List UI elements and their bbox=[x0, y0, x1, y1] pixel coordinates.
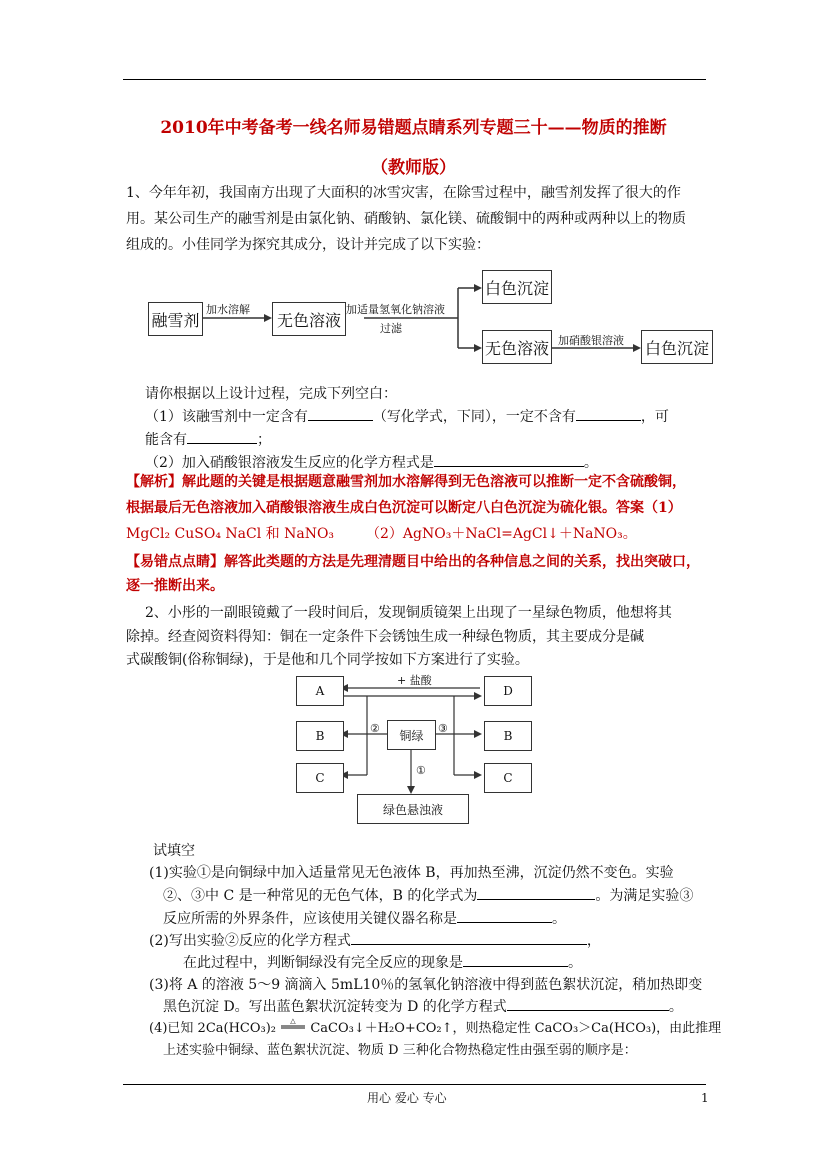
q2-s4-line1 bbox=[149, 1017, 721, 1041]
q2-s1-line1: (1)实验①是向铜绿中加入适量常见无色液体 B，再加热至沸，沉淀仍然不变色。实验 bbox=[149, 865, 674, 881]
q2-s1-text-a: ②、③中 C 是一种常见的无色气体，B 的化学式为 bbox=[163, 888, 478, 904]
answer-blank-1[interactable] bbox=[308, 406, 373, 421]
q2-s2-text-a: (2)写出实验②反应的化学方程式 bbox=[149, 933, 351, 949]
q1-sub1-line2 bbox=[145, 428, 271, 452]
box-b-right: B bbox=[484, 721, 532, 751]
q1-sub1-text-a: （1）该融雪剂中一定含有 bbox=[145, 409, 308, 425]
q1-tip-line1 bbox=[126, 550, 700, 574]
step1-label: 加水溶解 bbox=[206, 303, 250, 316]
box-c-right: C bbox=[484, 763, 532, 793]
q2-s3-text-a: 黑色沉淀 D。写出蓝色絮状沉淀转变为 D 的化学方程式 bbox=[163, 999, 507, 1015]
svg-text:△: △ bbox=[290, 1018, 296, 1025]
q1-line1: 1、今年年初，我国南方出现了大面积的冰雪灾害，在除雪过程中，融雪剂发挥了很大的作 bbox=[126, 185, 681, 201]
acid-label: + 盐酸 bbox=[397, 674, 432, 687]
q1-sub1-line1 bbox=[145, 405, 669, 429]
q1-tip-text: 解答此类题的方法是先理清题目中给出的各种信息之间的关系，找出突破口， bbox=[224, 554, 700, 570]
step-2-marker: ② bbox=[370, 722, 380, 735]
q1-sub1-text-c: ，可 bbox=[640, 409, 669, 425]
white-precipitate-box-1: 白色沉淀 bbox=[482, 270, 552, 304]
colorless-filtrate-box: 无色溶液 bbox=[482, 330, 552, 364]
q2-line3: 式碳酸铜(俗称铜绿)，于是他和几个同学按如下方案进行了实验。 bbox=[126, 652, 529, 668]
footer-motto: 用心 爱心 专心 bbox=[367, 1091, 447, 1105]
q2-s4-line2: 上述实验中铜绿、蓝色絮状沉淀、物质 D 三种化合物热稳定性由强至弱的顺序是： bbox=[163, 1043, 637, 1058]
q2-s1-line2 bbox=[163, 884, 693, 908]
q1-flow-diagram bbox=[140, 262, 730, 374]
q2-s1-line3 bbox=[163, 907, 566, 931]
q2-s2-line1 bbox=[149, 929, 601, 953]
q1-line2: 用。某公司生产的融雪剂是由氯化钠、硝酸钠、氯化镁、硫酸铜中的两种或两种以上的物质 bbox=[126, 211, 686, 227]
step2-sublabel: 过滤 bbox=[380, 322, 402, 335]
q2-s3-line2 bbox=[163, 995, 683, 1019]
q2-s4-text-a: (4)已知 2Ca(HCO₃)₂ bbox=[149, 1021, 277, 1036]
q2-s3-text-b: 。 bbox=[668, 999, 683, 1015]
q1-sub2-text-b: 。 bbox=[583, 455, 598, 471]
answer-blank-6[interactable] bbox=[457, 908, 552, 923]
answer-blank-5[interactable] bbox=[477, 885, 595, 900]
box-d: D bbox=[484, 676, 532, 706]
step2-label: 加适量氢氧化钠溶液 bbox=[346, 303, 445, 316]
step3-label: 加硝酸银溶液 bbox=[558, 334, 624, 347]
q1-answer1: MgCl₂ CuSO₄ NaCl 和 NaNO₃ bbox=[126, 526, 335, 542]
q1-analysis-line1: 【解析】解此题的关键是根据题意融雪剂加水溶解得到无色溶液可以推断一定不含硫酸铜， bbox=[126, 474, 686, 490]
q1-line3: 组成的。小佳同学为探究其成分，设计并完成了以下实验： bbox=[126, 237, 490, 253]
q2-s4-text-b: CaCO₃↓＋H₂O+CO₂↑，则热稳定性 CaCO₃＞Ca(HCO₃)，由此推理 bbox=[310, 1021, 722, 1036]
q1-tip-line2: 逐一推断出来。 bbox=[126, 578, 224, 594]
answer-blank-4[interactable] bbox=[434, 452, 584, 467]
page-subtitle: （教师版） bbox=[371, 158, 456, 178]
q1-prompt: 请你根据以上设计过程，完成下列空白： bbox=[145, 386, 397, 402]
box-c-left: C bbox=[296, 763, 344, 793]
colorless-solution-box: 无色溶液 bbox=[272, 302, 346, 336]
footer-rule bbox=[123, 1084, 706, 1085]
page-number: 1 bbox=[701, 1091, 709, 1105]
q1-sub1-text-d: 能含有 bbox=[145, 432, 187, 448]
answer-blank-7[interactable] bbox=[351, 930, 587, 945]
q2-line1: 2、小彤的一副眼镜戴了一段时间后，发现铜质镜架上出现了一星绿色物质，他想将其 bbox=[145, 605, 672, 621]
q1-tip-label: 【易错点点睛】 bbox=[126, 554, 224, 570]
q2-flow-diagram bbox=[290, 668, 550, 828]
q2-s2-text-c: 在此过程中，判断铜绿没有完全反应的现象是 bbox=[183, 955, 463, 971]
q2-try: 试填空 bbox=[153, 843, 195, 859]
q2-line2: 除掉。经查阅资料得知：铜在一定条件下会锈蚀生成一种绿色物质，其主要成分是碱 bbox=[126, 629, 644, 645]
q1-sub1-text-b: （写化学式，下同），一定不含有 bbox=[372, 409, 576, 425]
white-precipitate-box-2: 白色沉淀 bbox=[641, 330, 713, 364]
verdigris-box: 铜绿 bbox=[387, 720, 436, 750]
answer-blank-2[interactable] bbox=[576, 406, 641, 421]
q2-s2-line2 bbox=[183, 951, 582, 975]
q1-sub2-text-a: （2）加入硝酸银溶液发生反应的化学方程式是 bbox=[145, 455, 434, 471]
header-rule bbox=[123, 79, 706, 80]
answer-blank-3[interactable] bbox=[187, 429, 257, 444]
q2-s1-text-b: 。为满足实验③ bbox=[595, 888, 694, 904]
step-1-marker: ① bbox=[416, 764, 426, 777]
heat-arrow-icon bbox=[280, 1015, 306, 1039]
q2-s2-text-d: 。 bbox=[568, 955, 582, 971]
q1-answer2: （2）AgNO₃＋NaCl=AgCl↓＋NaNO₃。 bbox=[366, 526, 637, 542]
snow-melt-agent-box: 融雪剂 bbox=[148, 302, 203, 336]
answer-blank-8[interactable] bbox=[463, 952, 568, 967]
answer-blank-9[interactable] bbox=[507, 996, 669, 1011]
q2-s1-text-c: 反应所需的外界条件，应该使用关键仪器名称是 bbox=[163, 911, 457, 927]
box-b-left: B bbox=[296, 721, 344, 751]
q2-s1-text-d: 。 bbox=[552, 911, 566, 927]
green-suspension-box: 绿色悬浊液 bbox=[357, 794, 469, 824]
q2-s2-text-b: ， bbox=[586, 933, 601, 949]
step-3-marker: ③ bbox=[438, 722, 448, 735]
box-a: A bbox=[296, 676, 344, 706]
q1-analysis-line2: 根据最后无色溶液加入硝酸银溶液生成白色沉淀可以断定八白色沉淀为硫化银。答案（1） bbox=[126, 500, 682, 516]
q2-s3-line1: (3)将 A 的溶液 5～9 滴滴入 5mL10％的氢氧化钠溶液中得到蓝色絮状沉淀，稍加热即变 bbox=[149, 977, 703, 993]
q1-sub1-text-e: ； bbox=[257, 432, 271, 448]
page-title: 2010年中考备考一线名师易错题点睛系列专题三十——物质的推断 bbox=[160, 118, 667, 138]
